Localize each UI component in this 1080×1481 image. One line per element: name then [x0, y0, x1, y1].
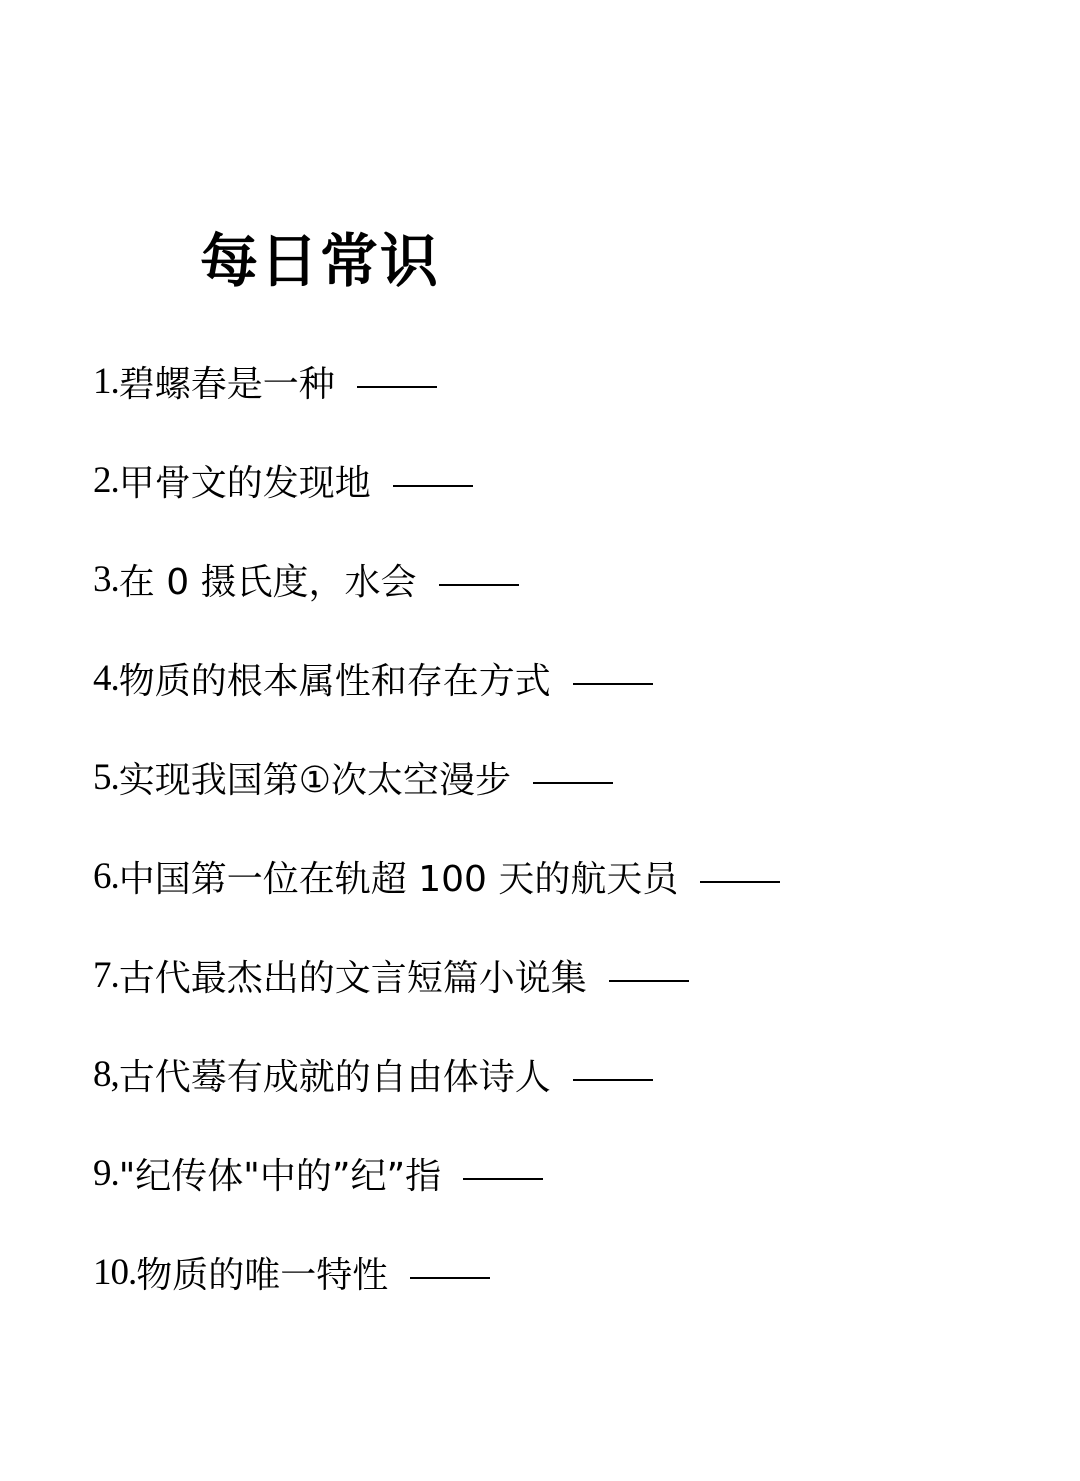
question-list: [93, 332, 780, 1322]
answer-blank: [700, 881, 780, 883]
question-number: 4.: [93, 658, 119, 699]
question-item: [93, 1223, 780, 1322]
question-item: [93, 827, 780, 926]
answer-blank: [533, 782, 613, 784]
question-number: 10.: [93, 1252, 137, 1293]
question-item: [93, 332, 780, 431]
question-text: 古代蓦有成就的自由体诗人: [118, 1057, 551, 1098]
question-text: 古代最杰出的文言短篇小说集: [118, 958, 587, 999]
question-item: [93, 1025, 780, 1124]
question-text: 物质的根本属性和存在方式: [118, 661, 551, 702]
question-item: [93, 728, 780, 827]
question-item: [93, 1124, 780, 1223]
question-text: 在 0 摄氏度，水会: [118, 562, 417, 603]
answer-blank: [573, 683, 653, 685]
question-number: 8,: [93, 1054, 119, 1095]
question-number: 6.: [93, 856, 119, 897]
question-text: "纪传体"中的”纪”指: [118, 1156, 442, 1197]
question-text: 中国第一位在轨超 100 天的航天员: [118, 859, 679, 900]
question-number: 1.: [93, 361, 119, 402]
answer-blank: [609, 980, 689, 982]
question-number: 7.: [93, 955, 119, 996]
question-text: 碧螺春是一种: [118, 364, 335, 405]
question-item: [93, 926, 780, 1025]
question-item: [93, 530, 780, 629]
answer-blank: [393, 485, 473, 487]
answer-blank: [573, 1079, 653, 1081]
question-number: 9.: [93, 1153, 119, 1194]
question-text: 实现我国第①次太空漫步: [118, 760, 512, 801]
answer-blank: [410, 1277, 490, 1279]
page-title: 每日常识: [200, 227, 441, 295]
question-item: [93, 431, 780, 530]
answer-blank: [439, 584, 519, 586]
question-text: 甲骨文的发现地: [118, 463, 371, 504]
question-number: 5.: [93, 757, 119, 798]
answer-blank: [357, 386, 437, 388]
question-text: 物质的唯一特性: [136, 1255, 389, 1296]
question-number: 2.: [93, 460, 119, 501]
question-number: 3.: [93, 559, 119, 600]
answer-blank: [463, 1178, 543, 1180]
question-item: [93, 629, 780, 728]
